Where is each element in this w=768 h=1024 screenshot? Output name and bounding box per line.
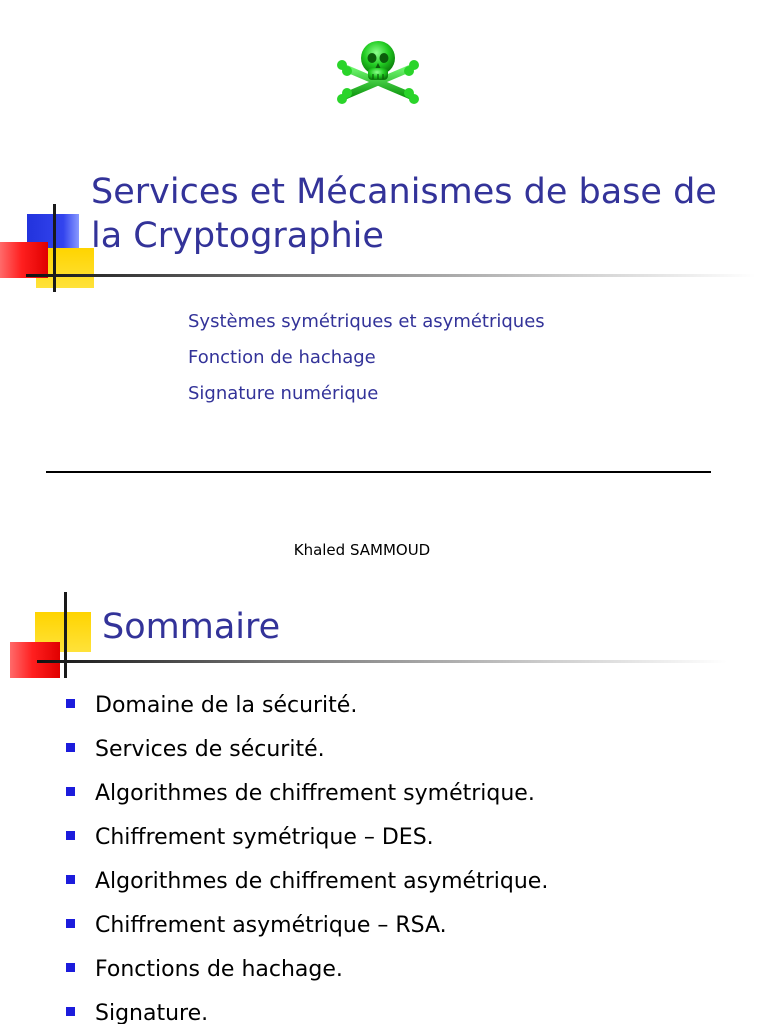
summary-list bbox=[64, 684, 548, 1024]
square-bullet-icon bbox=[66, 875, 75, 884]
summary-item bbox=[64, 728, 548, 772]
summary-item bbox=[64, 992, 548, 1024]
summary-item-label: Algorithmes de chiffrement symétrique. bbox=[95, 781, 535, 806]
summary-item-label: Algorithmes de chiffrement asymétrique. bbox=[95, 869, 549, 894]
summary-item bbox=[64, 904, 548, 948]
summary-item bbox=[64, 948, 548, 992]
summary-item bbox=[64, 816, 548, 860]
square-bullet-icon bbox=[66, 919, 75, 928]
separator-line bbox=[46, 471, 711, 473]
author-name: Khaled SAMMOUD bbox=[293, 541, 431, 559]
square-bullet-icon bbox=[66, 831, 75, 840]
square-bullet-icon bbox=[66, 743, 75, 752]
summary-item bbox=[64, 684, 548, 728]
summary-item-label: Signature. bbox=[95, 1001, 209, 1024]
square-bullet-icon bbox=[66, 963, 75, 972]
square-bullet-icon bbox=[66, 699, 75, 708]
subtitle-item: Systèmes symétriques et asymétriques bbox=[188, 311, 545, 332]
summary-item bbox=[64, 860, 548, 904]
subtitle-list bbox=[188, 304, 545, 412]
subtitle-item: Signature numérique bbox=[188, 383, 379, 404]
summary-item bbox=[64, 772, 548, 816]
summary-title: Sommaire bbox=[102, 607, 281, 647]
square-bullet-icon bbox=[66, 1007, 75, 1016]
square-bullet-icon bbox=[66, 787, 75, 796]
subtitle-item: Fonction de hachage bbox=[188, 347, 376, 368]
summary-item-label: Services de sécurité. bbox=[95, 737, 325, 762]
summary-item-label: Chiffrement asymétrique – RSA. bbox=[95, 913, 447, 938]
slide-title: Services et Mécanismes de base de la Cryptographie bbox=[91, 172, 717, 256]
summary-item-label: Domaine de la sécurité. bbox=[95, 693, 358, 718]
summary-item-label: Fonctions de hachage. bbox=[95, 957, 343, 982]
summary-item-label: Chiffrement symétrique – DES. bbox=[95, 825, 434, 850]
